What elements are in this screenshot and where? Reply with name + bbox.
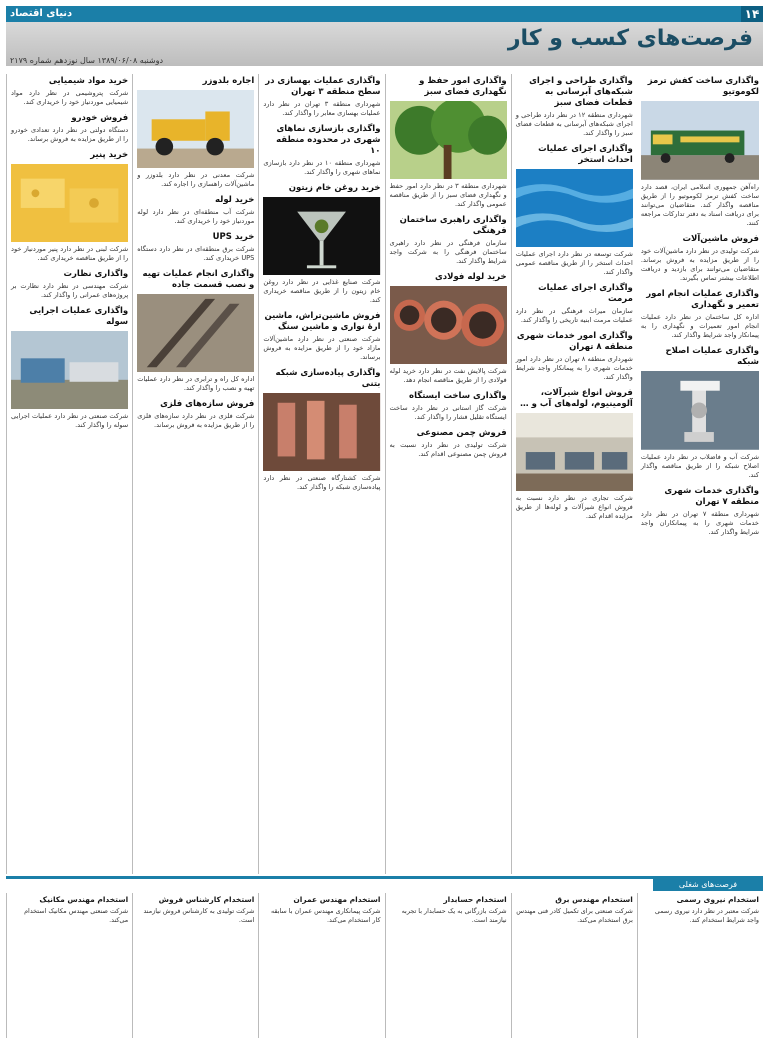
- article-title: خرید روغن خام زیتون: [288, 183, 381, 193]
- article: [263, 76, 380, 118]
- job-text: شرکت بازرگانی به یک حسابدار با تجربه نیازمند است.: [401, 907, 507, 924]
- article-title: فروش ماشین‌آلات: [682, 233, 759, 244]
- article: [641, 346, 759, 480]
- article-column: [637, 74, 763, 874]
- article-image: [263, 393, 380, 471]
- article-title: واگذاری ساخت ایستگاه: [409, 391, 507, 402]
- article: [641, 486, 759, 537]
- article: [516, 388, 633, 521]
- article: [11, 269, 128, 300]
- article: [263, 124, 380, 177]
- article-image: [390, 101, 507, 179]
- article-body: شهرداری منطقه ۱۰ در نظر دارد بازسازی نماهای شهری را واگذار کند.: [263, 159, 381, 176]
- article: [263, 183, 380, 305]
- job-text: شرکت پیمانکاری مهندس عمران با سابقه کار استخدام می‌کند.: [271, 907, 381, 924]
- article-title: واگذاری اجرای عملیات احداث استخر: [538, 144, 633, 165]
- jobs-section: [6, 876, 763, 1038]
- article-title: خرید لوله: [215, 195, 255, 206]
- article-body: شهرداری منطقه ۳ در نظر دارد امور حفظ و نگهداری فضای سبز را از طریق مناقصه عمومی واگذار کند.: [389, 182, 507, 209]
- article: [516, 283, 633, 325]
- article: [390, 428, 507, 459]
- article-image: [137, 294, 254, 372]
- newspaper-page: [6, 6, 763, 1035]
- article-title: خرید لوله فولادی: [434, 272, 507, 283]
- job-title: استخدام کارشناس فروش: [158, 895, 255, 904]
- article-image: [11, 164, 128, 242]
- article-body: شرکت صنایع غذایی در نظر دارد روغن خام زیتون را از طریق مناقصه خریداری کند.: [263, 278, 381, 305]
- jobs-columns: [6, 893, 763, 1038]
- job-title: استخدام حسابدار: [443, 895, 507, 904]
- article: [516, 144, 633, 277]
- article-body: دستگاه دولتی در نظر دارد تعدادی خودرو را از طریق مزایده به فروش برساند.: [11, 126, 129, 143]
- article-title: خرید پنیر: [90, 150, 129, 160]
- page-number: ۱۴: [741, 6, 763, 22]
- article-title: فروش خودرو: [71, 113, 129, 123]
- article-body: شرکت تولیدی در نظر دارد نسبت به فروش چمن مصنوعی اقدام کند.: [389, 441, 507, 459]
- article-title: واگذاری ساخت کفش ترمز لکوموتیو: [647, 76, 759, 97]
- article: [11, 306, 128, 430]
- article: [641, 76, 759, 228]
- article: [516, 331, 633, 382]
- article-title: اجاره بلدوزر: [202, 76, 255, 86]
- article: [137, 399, 254, 430]
- job-text: شرکت صنعتی برای تکمیل کادر فنی مهندس برق استخدام می‌کند.: [516, 907, 633, 924]
- article-body: شرکت پالایش نفت در نظر دارد خرید لوله فولادی را از طریق مناقصه انجام دهد.: [389, 367, 507, 385]
- article-body: شرکت آب منطقه‌ای در نظر دارد لوله موردنیاز خود را خریداری کند.: [137, 208, 255, 226]
- article-title: واگذاری اجرای عملیات مرمت: [538, 283, 633, 305]
- article-body: شهرداری منطقه ۸ تهران در نظر دارد امور خدمات شهری را به پیمانکار واجد شرایط واگذار کند.: [515, 355, 633, 382]
- article-title: واگذاری خدمات شهری منطقه ۷ تهران: [664, 485, 759, 507]
- article-title: واگذاری پیاده‌سازی شبکه بتنی: [275, 368, 381, 390]
- article: [137, 195, 254, 226]
- article-body: اداره کل راه و ترابری در نظر دارد عملیات تهیه و نصب را واگذار کند.: [137, 375, 255, 393]
- article-column: [511, 74, 637, 874]
- article-title: واگذاری عملیات بهسازی در سطح منطقه ۳ تهران: [265, 76, 381, 97]
- article: [390, 215, 507, 266]
- article: [641, 234, 759, 283]
- section-title: فرصت‌های کسب و کار: [507, 26, 753, 51]
- article-body: شرکت صنعتی در نظر دارد عملیات اجرایی سوله را واگذار کند.: [11, 412, 129, 430]
- job-title: استخدام مهندس عمران: [293, 895, 381, 904]
- article-column: [6, 74, 132, 874]
- article-body: سازمان میراث فرهنگی در نظر دارد عملیات مرمت ابنیه تاریخی را واگذار کند.: [515, 307, 633, 325]
- article: [11, 113, 128, 144]
- article: [11, 150, 128, 263]
- article-body: شرکت فلزی در نظر دارد سازه‌های فلزی را از طریق مزایده به فروش برساند.: [137, 412, 255, 430]
- article-body: شرکت توسعه در نظر دارد اجرای عملیات احداث استخر را از طریق مناقصه عمومی واگذار کند.: [515, 250, 633, 277]
- article-body: شرکت مهندسی در نظر دارد نظارت بر پروژه‌های عمرانی را واگذار کند.: [11, 282, 129, 300]
- article: [137, 76, 254, 189]
- article-title: واگذاری بازسازی نماهای شهری در محدوده منطقه ۱۰: [276, 124, 381, 156]
- article-body: شرکت کشتارگاه صنعتی در نظر دارد پیاده‌سازی شبکه را واگذار کند.: [263, 474, 381, 492]
- job-text: شرکت معتبر در نظر دارد نیروی رسمی واجد شرایط استخدام کند.: [654, 907, 759, 924]
- job-ad: [385, 893, 511, 1038]
- article-body: شرکت برق منطقه‌ای در نظر دارد دستگاه UPS خریداری کند.: [137, 245, 255, 263]
- article-body: اداره کل ساختمان در نظر دارد عملیات انجام امور تعمیرات و نگهداری را به پیمانکار واجد شرایط واگذار کند.: [640, 312, 759, 339]
- article-image: [390, 286, 507, 364]
- article-column: [385, 74, 511, 874]
- article-body: شرکت معدنی در نظر دارد بلدوزر و ماشین‌آلات راهسازی را اجاره کند.: [137, 171, 255, 189]
- article: [137, 269, 254, 393]
- article-column: [132, 74, 258, 874]
- article: [390, 391, 507, 422]
- article-body: شهرداری منطقه ۷ تهران در نظر دارد خدمات شهری را به پیمانکاران واجد شرایط واگذار کند.: [640, 509, 759, 536]
- job-title: استخدام نیروی رسمی: [676, 895, 759, 904]
- article-body: شهرداری منطقه ۳ تهران در نظر دارد عملیات بهسازی معابر را واگذار کند.: [263, 100, 381, 117]
- article-title: واگذاری عملیات انجام امور تعمیر و نگهداری: [646, 288, 759, 310]
- job-text: شرکت تولیدی به کارشناس فروش نیازمند است.: [143, 907, 255, 924]
- article-body: شرکت گاز استانی در نظر دارد ساخت ایستگاه تقلیل فشار را واگذار کند.: [389, 404, 507, 422]
- article-title: واگذاری امور حفظ و نگهداری فضای سبز: [419, 76, 507, 97]
- job-ad: [132, 893, 258, 1038]
- article-body: شرکت تجاری در نظر دارد نسبت به فروش انواع شیرآلات و لوله‌ها از طریق مزایده اقدام کند.: [515, 494, 633, 521]
- article-image: [641, 371, 759, 450]
- article: [11, 76, 128, 107]
- article-column: [258, 74, 384, 874]
- article-title: فروش ماشین‌تراش، ماشین ارهٔ نواری و ماشین سنگ: [264, 311, 381, 333]
- article-title: واگذاری انجام عملیات تهیه و نصب قسمت جاده: [142, 269, 255, 291]
- job-title: استخدام مهندس برق: [555, 895, 633, 904]
- article: [263, 311, 380, 362]
- article-body: سازمان فرهنگی در نظر دارد راهبری ساختمان فرهنگی را به شرکت واجد شرایط واگذار کند.: [389, 239, 507, 266]
- job-ad: [511, 893, 637, 1038]
- article-title: واگذاری نظارت: [63, 269, 129, 280]
- job-ad: [637, 893, 763, 1038]
- article-body: شرکت پتروشیمی در نظر دارد مواد شیمیایی موردنیاز خود را خریداری کند.: [11, 89, 129, 106]
- job-ad: [6, 893, 132, 1038]
- article: [516, 76, 633, 138]
- article-title: فروش انواع شیرآلات، آلومینیوم، لوله‌های آب و …: [520, 388, 633, 410]
- article-body: شرکت صنعتی در نظر دارد ماشین‌آلات مازاد خود را از طریق مزایده به فروش برساند.: [263, 335, 381, 362]
- article: [390, 272, 507, 385]
- job-text: شرکت صنعتی مهندس مکانیک استخدام می‌کند.: [24, 907, 129, 924]
- article-image: [516, 169, 633, 247]
- article-title: واگذاری راهبری ساختمان فرهنگی: [399, 215, 507, 237]
- top-bar: [6, 6, 763, 22]
- article-title: خرید مواد شیمیایی: [48, 76, 129, 86]
- issue-line: دوشنبه ۱۳۸۹/۰۶/۰۸ سال نوزدهم شماره ۲۱۷۹: [10, 56, 164, 65]
- article-title: فروش سازه‌های فلزی: [160, 399, 255, 410]
- article-body: شهرداری منطقه ۱۲ در نظر دارد طراحی و اجرای شبکه‌های آبرسانی به قطعات فضای سبز را واگذار کند.: [515, 111, 633, 137]
- article: [390, 76, 507, 209]
- article: [137, 232, 254, 263]
- article-title: خرید UPS: [212, 232, 255, 243]
- article-title: واگذاری عملیات اصلاح شبکه: [665, 345, 759, 367]
- article-title: فروش چمن مصنوعی: [416, 428, 507, 439]
- article: [263, 368, 380, 492]
- article-image: [11, 331, 128, 409]
- article-columns: [6, 74, 763, 874]
- article-image: [137, 90, 254, 168]
- article-image: [516, 413, 633, 491]
- job-ad: [258, 893, 384, 1038]
- article-title: واگذاری عملیات اجرایی سوله: [29, 306, 129, 328]
- article-title: واگذاری امور خدمات شهری منطقه ۸ تهران: [516, 331, 633, 353]
- brand-logo: دنیای اقتصاد: [10, 8, 73, 19]
- article: [641, 289, 759, 340]
- article-image: [263, 197, 380, 275]
- article-body: شرکت آب و فاضلاب در نظر دارد عملیات اصلاح شبکه را از طریق مناقصه واگذار کند.: [640, 452, 759, 479]
- article-body: راه‌آهن جمهوری اسلامی ایران، قصد دارد ساخت کفش ترمز لکوموتیو را از طریق مناقصه واگذار کند. متقاضیان می‌توانند برای دریافت اسناد به دفتر تدارکات مراجعه کنند.: [640, 182, 759, 227]
- article-body: شرکت تولیدی در نظر دارد ماشین‌آلات خود را از طریق مزایده به فروش برساند. متقاضیان می‌توانند برای بازدید و دریافت اطلاعات بیشتر تماس بگیرند.: [640, 246, 759, 282]
- article-body: شرکت لبنی در نظر دارد پنیر موردنیاز خود را از طریق مناقصه خریداری کند.: [11, 245, 129, 263]
- job-title: استخدام مهندس مکانیک: [39, 895, 129, 904]
- article-title: واگذاری طراحی و اجرای شبکه‌های آبرسانی به قطعات فضای سبز: [529, 76, 633, 108]
- jobs-heading: فرصت‌های شغلی: [653, 879, 763, 891]
- article-image: [641, 101, 759, 180]
